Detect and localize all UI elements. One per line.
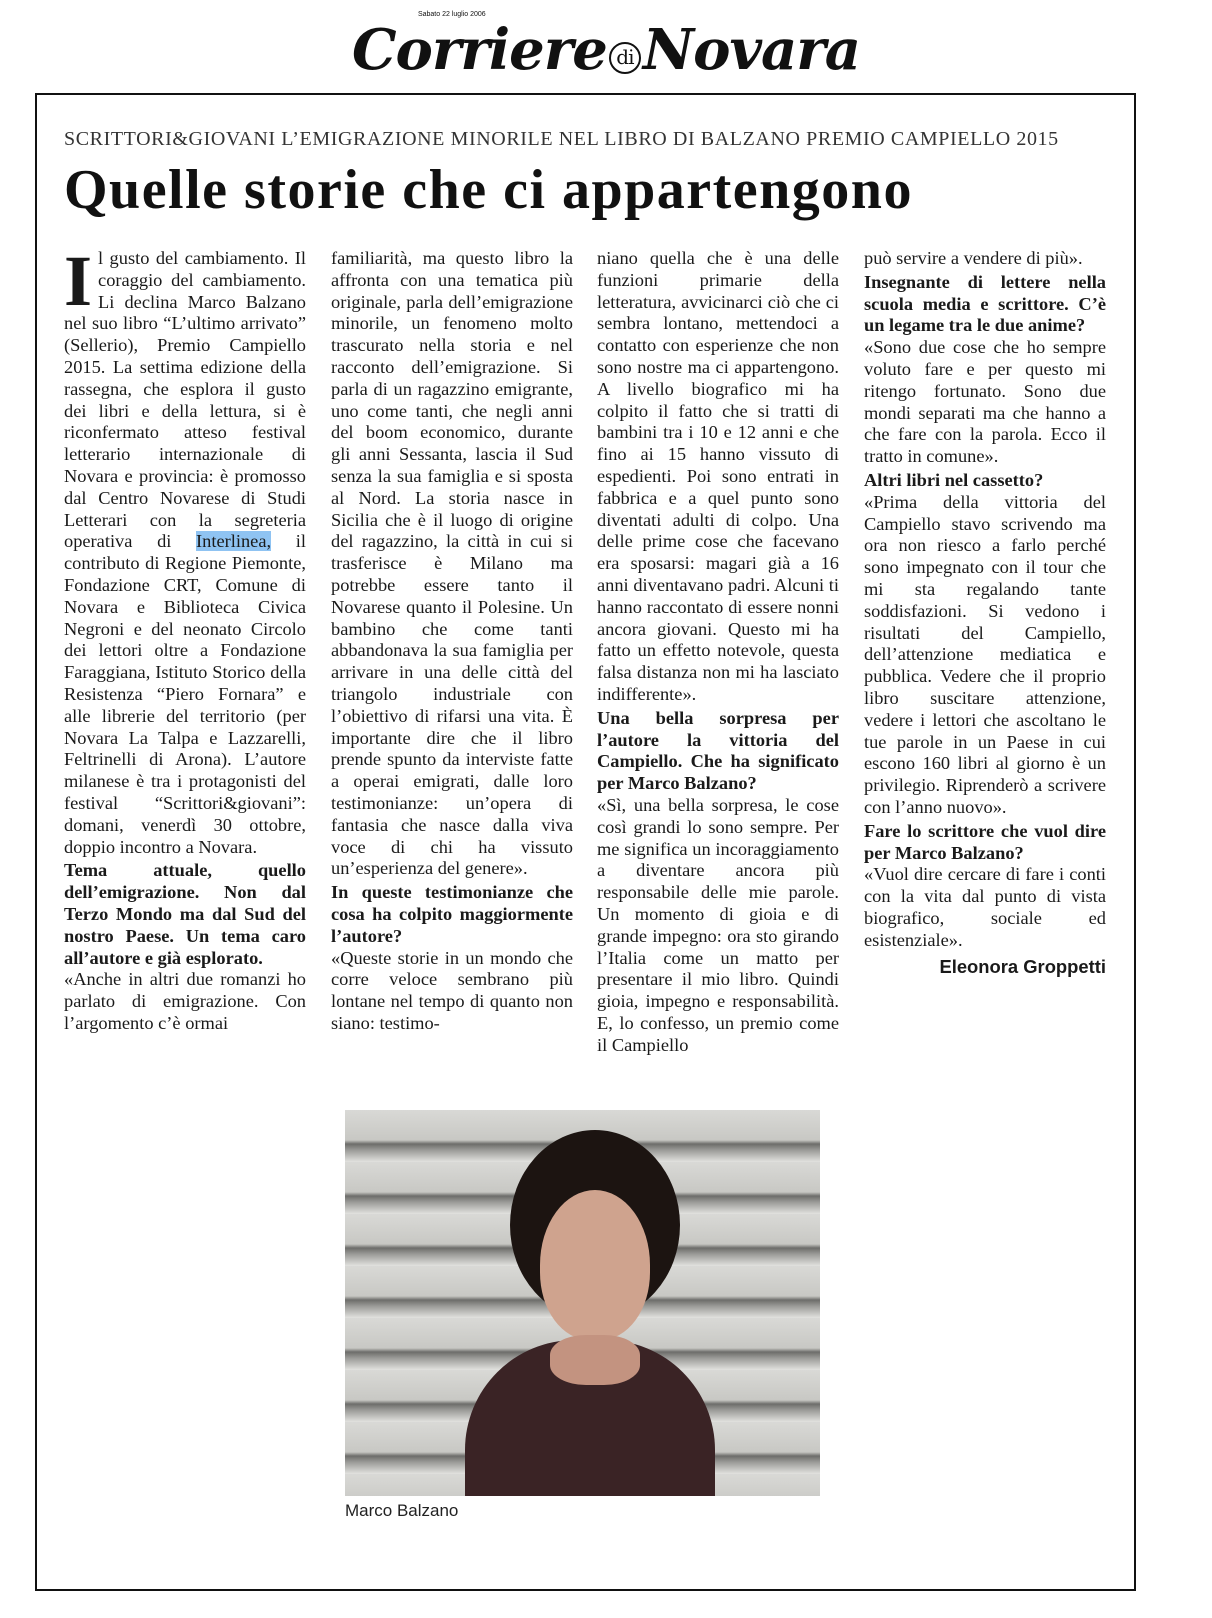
- issue-date: Sabato 22 luglio 2006: [417, 11, 486, 18]
- photo-face: [540, 1190, 650, 1340]
- paragraph: può servire a vendere di più».: [864, 248, 1083, 268]
- paragraph: «Prima della vittoria del Campiello stavo scrivendo ma ora non riesco a farlo perché sono impegnato con il tour che mi sta regalando tante soddisfazioni. Si vedono i risultati del Campiello, dell’attenzione mediatica e pubblica. Vedere che il proprio libro suscitare attenzione, vedere i lettori che ascoltano le tue parole in un Paese in cui escono 160 libri al giorno è un privilegio. Riprenderò a scrivere con l’anno nuovo».: [864, 491, 1106, 817]
- paragraph: «Sono due cose che ho sempre voluto fare e per questo mi ritengo fortunato. Sono due mondi separati ma che hanno a che fare con la parola. Ecco il tratto in comune».: [864, 337, 1106, 467]
- text: Il gusto del cambiamento. Il coraggio del cambiamento. Li declina Marco Balzano nel suo libro “L’ultimo arrivato” (Sellerio), Premio Campiello 2015. La settima edizione della rassegna, che esplora il gusto dei libri e della lettura, si è riconfermato atteso festival letterario internazionale di Novara e provincia: è promosso dal Centro Novarese di Studi Letterari con la segreteria operativa di: [64, 241, 306, 552]
- article-kicker: SCRITTORI&GIOVANI L’EMIGRAZIONE MINORILE NEL LIBRO DI BALZANO PREMIO CAMPIELLO 2015: [64, 128, 1059, 150]
- paragraph: «Queste storie in un mondo che corre veloce sembrano più lontane nel tempo di quanto non siano: testimo-: [331, 947, 573, 1033]
- newspaper-logo: [352, 10, 860, 85]
- article-title: Quelle storie che ci appartengono: [64, 159, 913, 221]
- paragraph: «Sì, una bella sorpresa, le cose così grandi lo sono sempre. Per me significa un incoraggiamento a diventare ancora più responsabile delle mie parole. Un momento di gioia e di grande impegno: ora sto girando l’Italia come un matto per presentare il mio libro. Quindi gioia, impegno e responsabilità. E, lo confesso, un premio come il Campiello: [597, 794, 839, 1055]
- paragraph: familiarità, ma questo libro la affronta con una tematica più originale, parla dell’emigrazione minorile, un fenomeno molto trascurato nella storia e nel racconto dell’emigrazione. Si parla di un ragazzino emigrante, uno come tanti, che negli anni del boom economico, durante gli anni Sessanta, lascia il Sud senza la sua famiglia e si sposta al Nord. La storia nasce in Sicilia che è il luogo di origine del ragazzino, la città in cui si trasferisce è Milano ma potrebbe essere tanto il Novarese quanto il Polesine. Un bambino che come tanti abbandonava la sua famiglia per arrivare in una delle città del triangolo industriale con l’obiettivo di rifarsi una vita. È importante dire che il libro prende spunto da interviste fatte a operai emigrati, dalle loro testimonianze: un’opera di fantasia che nasce dalla viva voce di chi ha vissuto un’esperienza del genere».: [331, 248, 573, 879]
- paragraph: «Vuol dire cercare di fare i conti con la vita dal punto di vista biografico, sociale ed esistenziale».: [864, 864, 1106, 950]
- column-2: [331, 248, 573, 1035]
- column-1: [64, 241, 306, 1035]
- text: il contributo di Regione Piemonte, Fondazione CRT, Comune di Novara e Biblioteca Civica Negroni e del neonato Circolo dei lettori oltre a Fondazione Faraggiana, Istituto Storico della Resistenza “Piero Fornara” e alle librerie del territorio (per Novara La Talpa e Lazzarelli, Feltrinelli di Arona). L’autore milanese è tra i protagonisti del festival “Scrittori&giovani”: domani, venerdì 30 ottobre, doppio incontro a Novara.: [64, 531, 306, 857]
- paragraph: «Anche in altri due romanzi ho parlato di emigrazione. Con l’argomento c’è ormai: [64, 969, 306, 1033]
- logo-di: di: [609, 42, 641, 74]
- paragraph: [64, 241, 306, 858]
- photo-hands: [550, 1335, 640, 1385]
- interview-question: Insegnante di lettere nella scuola media e scrittore. C’è un legame tra le due anime?: [864, 271, 1106, 336]
- interview-question: Una bella sorpresa per l’autore la vittoria del Campiello. Che ha significato per Marco Balzano?: [597, 707, 839, 794]
- author-byline: Eleonora Groppetti: [939, 955, 1106, 977]
- logo-novara: Novara: [642, 17, 861, 83]
- paragraph: niano quella che è una delle funzioni primarie della letteratura, avvicinarci ciò che ci sembra lontano, mettendoci a contatto con esperienze che non sono nostre ma ci appartengono. A livello biografico mi ha colpito il fatto che si tratti di bambini tra i 10 e 12 anni e che fino ai 15 hanno vissuto di espedienti. Poi sono entrati in fabbrica e a quel punto sono diventati adulti di colpo. Una delle prime cose che facevano era sposarsi: magari già a 16 anni diventavano padri. Alcuni ti hanno raccontato di essere nonni ancora giovani. Questo mi ha fatto un effetto notevole, questa falsa distanza non mi ha lasciato indifferente».: [597, 248, 839, 704]
- masthead: [0, 10, 1212, 85]
- highlighted-text[interactable]: Interlinea,: [196, 531, 272, 552]
- interview-question: In queste testimonianze che cosa ha colpito maggiormente l’autore?: [331, 882, 573, 946]
- interview-question: Fare lo scrittore che vuol dire per Marco Balzano?: [864, 820, 1106, 863]
- interview-question: Altri libri nel cassetto?: [864, 469, 1044, 490]
- photo-caption: Marco Balzano: [345, 1501, 459, 1520]
- column-4: [864, 248, 1106, 977]
- column-3: [597, 248, 839, 1056]
- interview-question: Tema attuale, quello dell’emigrazione. Non dal Terzo Mondo ma dal Sud del nostro Paese. Un tema caro all’autore e già esplorato.: [64, 860, 306, 968]
- logo-corriere: Corriere: [351, 17, 607, 83]
- author-photo: [345, 1110, 820, 1496]
